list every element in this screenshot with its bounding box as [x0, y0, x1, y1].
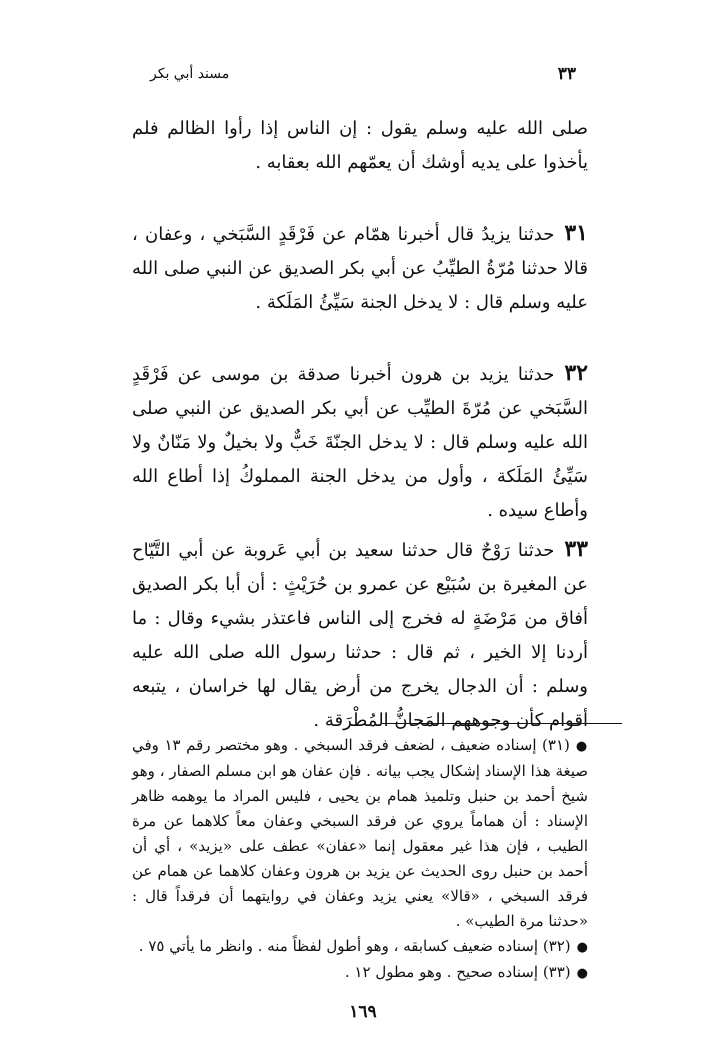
hadith-number: ٣٣: [564, 536, 588, 562]
footnote-text: (٣٣) إسناده صحيح . وهو مطول ١٢ .: [344, 963, 571, 981]
header-page-number: ٣٣: [557, 64, 576, 84]
footer-page-number: ١٦٩: [349, 1002, 377, 1022]
continued-paragraph: صلى الله عليه وسلم يقول : إن الناس إذا رأوا الظالم فلم يأخذوا على يديه أوشك أن يعمّهم الله بعقابه .: [132, 118, 588, 173]
hadith-33: [132, 532, 588, 738]
footnote-32: [132, 934, 588, 960]
footnote-31: [132, 733, 588, 934]
footnote-text: (٣٢) إسناده ضعيف كسابقه ، وهو أطول لفظاً منه . وانظر ما يأتي ٧٥ .: [138, 937, 571, 955]
footnote-text: (٣١) إسناده ضعيف ، لضعف فرقد السبخي . وهو مختصر رقم ١٣ وفي صيغة هذا الإسناد إشكال يجب بيانه . فإن عفان هو ابن مسلم الصفار ، وهو شيخ أحمد بن حنبل وتلميذ همام بن يحيى ، فليس المراد ما يوهمه ظاهر الإسناد : أن هماماً يروي عن فرقد السبخي وعفان معاً كلاهما عن مرة الطيب ، فإن هذا غير معقول إنما «عفان» عطف على «يزيد» ، أي أن أحمد بن حنبل روى الحديث عن يزيد بن هرون وعفان كلاهما عن همام عن فرقد السبخي ، «قالا» يعني يزيد وعفان في روايتهما أن فرقداً قال : «حدثنا مرة الطيب» .: [132, 736, 588, 930]
footnotes: [132, 733, 588, 986]
bullet-icon: ●: [576, 966, 588, 981]
hadith-32: [132, 356, 588, 528]
running-title: مسند أبي بكر: [150, 66, 230, 82]
bullet-icon: ●: [576, 940, 588, 955]
hadith-number: ٣١: [564, 220, 588, 246]
page-header: [150, 62, 576, 86]
bullet-icon: ●: [575, 739, 589, 754]
hadith-31: [132, 216, 588, 320]
hadith-number: ٣٢: [564, 360, 588, 386]
hadith-text: حدثنا رَوْحٌ قال حدثنا سعيد بن أبي عَروبة عن أبي التَّيّاح عن المغيرة بن سُبَيْع عن عمرو بن حُرَيْثٍ : أن أبا بكر الصديق أفاق من مَرْضَةٍ له فخرج إلى الناس فاعتذر بشيء وقال : ما أردنا إلا الخير ، ثم قال : حدثنا رسول الله صلى الله عليه وسلم : أن الدجال يخرج من أرض يقال لها خراسان ، يتبعه أقوام كأن وجوههم المَجانُّ المُطْرَقة .: [132, 540, 588, 731]
hadith-text: حدثنا يزيدُ قال أخبرنا همّام عن فَرْقَدٍ السَّبَخي ، وعفان ، قالا حدثنا مُرّةُ الطيِّبُ عن أبي بكر الصديق عن النبي صلى الله عليه وسلم قال : لا يدخل الجنة سَيِّئُ المَلَكة .: [132, 224, 588, 313]
hadith-text: حدثنا يزيد بن هرون أخبرنا صدقة بن موسى عن فَرْقَدٍ السَّبَخي عن مُرّةَ الطيِّب عن أبي بكر الصديق عن النبي صلى الله عليه وسلم قال : لا يدخل الجنّةَ خَبٌّ ولا بخيلٌ ولا مَنّانٌ ولا سَيِّئُ المَلَكة ، وأول من يدخل الجنة المملوكُ إذا أطاع الله وأطاع سيده .: [132, 364, 588, 521]
footnote-33: [132, 960, 588, 986]
footnote-divider: [382, 723, 622, 724]
